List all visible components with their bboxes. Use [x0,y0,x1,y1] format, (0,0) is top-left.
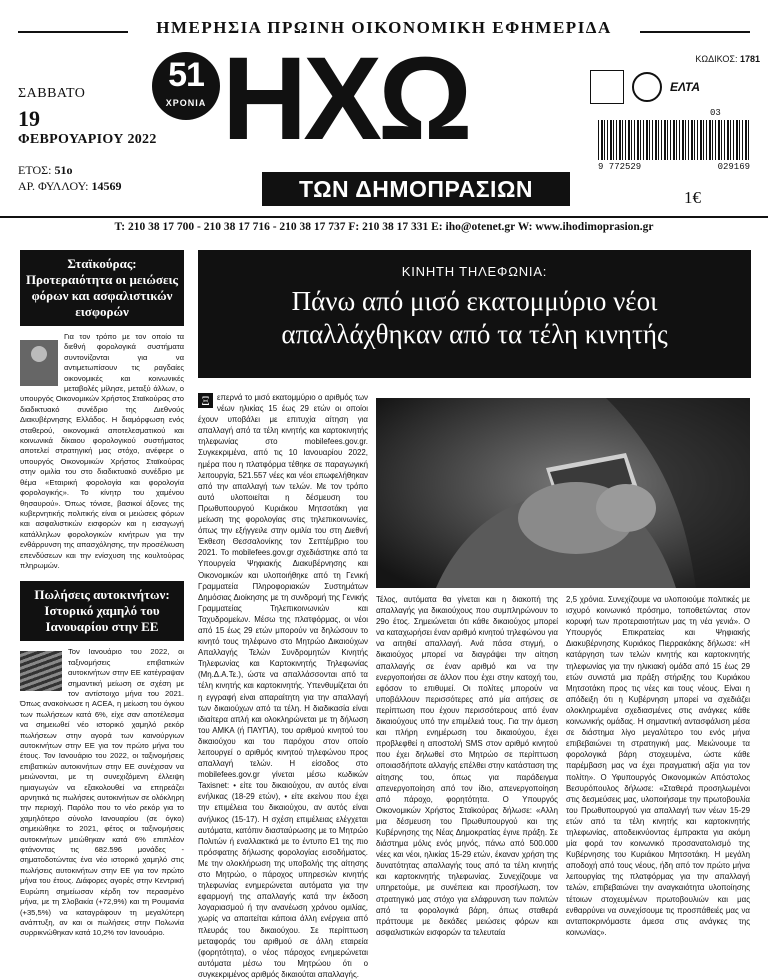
lead-column-2 [376,594,558,938]
cars-photo [20,651,62,691]
contact-line: T: 210 38 17 700 - 210 38 17 716 - 210 38 17 737 F: 210 38 17 331 E: iho@otenet.gr W: www.ihodimoprasion.gr [0,216,768,238]
barcode-left: 9 772529 [598,162,642,172]
date-month-year: ΦΕΒΡΟΥΑΡΙΟΥ 2022 [18,132,157,147]
logo-subtitle: ΤΩΝ ΔΗΜΟΠΡΑΣΙΩΝ [262,172,570,206]
issue-line [18,178,157,194]
sidebar [20,250,184,939]
barcode-issue: 03 [710,108,721,118]
barcode-right: 029169 [717,162,750,172]
phone-hands-illustration [376,398,750,588]
lead-column-3 [566,594,750,938]
lead-col1-text: επερνά το μισό εκατομμύριο ο αριθμός των νέων ηλικίας 15 έως 29 ετών οι οποίοι έχουν υποβάλει με επιτυχία αίτηση για απαλλαγή από τα τέλη κινητής και καρτοκινητής τηλεφωνίας στο mobilefees.gov.gr. Συγκεκριμένα, από τις 10 Ιανουαρίου 2022, ημέρα που η πλατφόρμα τέθηκε σε παραγωγική λειτουργία, 521.557 νέες και νέοι επωφελήθηκαν από την απαλλαγή των τελών. Με τον τρόπο αυτό υλοποιείται η δέσμευση του Πρωθυπουργού Κυριάκου Μητσοτάκη για μείωση της φορολογίας στις τηλεπικοινωνίες, όπως την εξήγγειλε στην ομιλία του στη Διεθνή Έκθεση Θεσσαλονίκης τον Σεπτέμβριο του 2021. Το mobilefees.gov.gr σχεδιάστηκε από τα Υπουργεία Ψηφιακής Διακυβέρνησης και Οικονομικών και υλοποιήθηκε από τη Γενική Γραμματεία Πληροφοριακών Συστημάτων Δημόσιας Διοίκησης με τη συνδρομή της Γενικής Γραμματείας Τηλεπικοινωνιών και Ταχυδρομείων. Μέσω της πλατφόρμας, οι νέοι από 15 έως 29 ετών μπορούν να δηλώσουν το κινητό τους τηλέφωνο στο Μητρώο Δικαιούχων Απαλλαγής Τελών Συνδρομητών Κινητής Τηλεφωνίας και Καρτοκινητής Τηλεφωνίας (Μη.Δ.Α.Τε.), ώστε να απαλλάσσονται από τα τέλη κινητής και καρτοκινητής. Υπενθυμίζεται ότι η εγγραφή είναι απαραίτητη για την απαλλαγή των δικαιούχων από τα τέλη. Η διαδικασία είναι ιδιαίτερα απλή και ολοκληρώνεται με τη δήλωση του ΑΜΚΑ (ή ΠΑΥΠΑ), του αριθμού κινητού του δικαιούχου και του παρόχου στον οποίο λειτουργεί ο αριθμός κινητού τηλεφώνου προς απαλλαγή τελών. Η είσοδος στο mobilefees.gov.gr γίνεται μέσω κωδικών Taxisnet: • είτε του δικαιούχου, αν αυτός είναι ενήλικας (18-29 ετών), • είτε εκείνου που έχει την επιμέλεια του δικαιούχου, αν αυτός είναι ανήλικος (15-17). Η σχέση επιμέλειας ελέγχεται αυτόματα, κατόπιν διασταύρωσης με το Μητρώο Πολιτών ή εναλλακτικά με το έντυπο Ε1 της πιο πρόσφατης δήλωσης φορολογίας εισοδήματος. Με την ολοκλήρωση της υποβολής της αίτησης στο Μητρώο, ο πάροχος υπηρεσιών κινητής τηλεφωνίας ενημερώνεται αυτόματα για την εφαρμογή της απαλλαγής κατά την έκδοση λογαριασμού ή την ανανέωση χρόνου ομιλίας, χωρίς να απαιτείται κάποια άλλη ενέργεια από πλευράς του δικαιούχου. Σε περίπτωση μεταφοράς του αριθμού σε άλλη εταιρεία (φορητότητα), ο νέος πάροχος ενημερώνεται αυτόματα μέσω του Μητρώου ότι ο συγκεκριμένος αριθμός δικαιούται απαλλαγής. [198,393,368,979]
lead-banner [198,250,751,378]
sidebar-story1-body [20,332,184,571]
date-day: 19 [18,106,40,131]
weekday: ΣΑΒΒΑΤΟ [18,86,86,101]
edition-meta [18,162,157,194]
headline-line-1: Πάνω από μισό εκατομμύριο νέοι [291,286,658,316]
lead-headline[interactable] [198,285,751,351]
newspaper-tagline: ΗΜΕΡΗΣΙΑ ΠΡΩΙΝΗ ΟΙΚΟΝΟΜΙΚΗ ΕΦΗΜΕΡΙΔΑ [156,18,612,37]
press-association-logo [590,70,624,104]
barcode-number [598,162,750,172]
masthead [0,33,768,220]
phone-hands-photo [376,398,750,588]
year-line [18,162,157,178]
product-code [590,50,760,64]
minister-photo [20,340,58,386]
sidebar-story1-text: Για τον τρόπο με τον οποίο τα διεθνή φορολογικά συστήματα συντονίζονται για να αντιμετωπίσουν τις ραγδαίες οικονομικές και κοινωνικές μεταβολές μίλησε, μεταξύ άλλων, ο υπουργός Οικονομικών Χρήστος Σταϊκούρας στο διαδικτυακό συνέδριο της Διεθνούς Διακυβέρνησης Ελλάδος. Η διαμόρφωση ενός σταθερού, οικονομικά αποτελεσματικού και κοινωνικά δίκαιου φορολογικού συστήματος αποτελεί στρατηγική μας στόχο, ανέφερε ο υπουργός Οικονομικών Χρήστος Σταϊκούρας στην ομιλία του στο διαδικτυακό συνέδριο με θέμα «Εταιρική φορολογία και φορολογία φορολογικής». Το κίνητρ του χαμένου θησαυρού». Όπως τόνισε, βασικοί άξονες της κυβερνητικής πολιτικής είναι οι μειώσεις φόρων και ασφαλιστικών εισφορών και η εισαγωγή κατάλληλων φορολογικών κινήτρων για την ενθάρρυνση της απασχόλησης, την προσέλκυση επενδύσεων και την ενίσχυση της κουλτούρας πληρωμών. [20,332,184,570]
anniversary-label: ΧΡΟΝΙΑ [165,98,207,108]
lead-col3-text: 2,5 χρόνια. Συνεχίζουμε να υλοποιούμε πολιτικές με ισχυρό κοινωνικό πρόσημο, τοποθετώντας στον κορυφή των προτεραιοτήτων μας τη νέα γενιά». Ο Υπουργός Επικρατείας και Ψηφιακής Διακυβέρνησης Κυριάκος Πιερρακάκης δήλωσε: «Η κατάργηση των τελών κινητής και καρτοκινητής τηλεφωνίας για την ηλικιακή ομάδα από 15 έως 29 ετών συνιστά μια πράξη στήριξης του Κυριάκου Μητσοτάκη προς τις νέες και τους νέους. Είναι η απόδειξη ότι η Κυβέρνηση μπορεί να σχεδιάζει ολοκληρωμένα σχεδιασμένες στις ανάγκες κάθε κοινωνικής ομάδας. Η σημαντική αντασφάλιση μέσα σε διάστημα λίγο μεγαλύτερο του ενός μήνα επιβεβαιώνει τη στρατηγική μας. Μειώνουμε τα φορολογικά βάρη στοχευμένα, ώστε κάθε παρέμβαση μας να έχει πραγματική αξία για τον πολίτη». Ο Υφυπουργός Οικονομικών Απόστολος Βεσυρόπουλος δήλωσε: «Σταθερά προσηλωμένοι στις δεσμεύσεις μας, υλοποιήσαμε την πρωτοβουλία του Πρωθυπουργού για απαλλαγή των νέων 15-29 ετών από τα τέλη κινητής και καρτοκινητής τηλεφωνίας, αποδεικνύοντας έμπρακτα για ακόμη μία φορά τον κοινωνικό προσανατολισμό της Κυβέρνησης του Κυριάκου Μητσοτάκη. Η μεγάλη αποδοχή από τους νέους, ήδη από τον πρώτο μήνα λειτουργίας της πλατφόρμας για την απαλλαγή τελών, επιβεβαιώνει την αναγκαιότητα υλοποίησης τέτοιων στοχευμένων πρωτοβουλιών και μας ενθαρρύνει να συνεχίσουμε τις προσπάθειές μας να ανταποκρινόμαστε άμεσα στις ανάγκες της κοινωνίας». [566,595,750,937]
masthead-right [590,50,760,172]
year-value: 51ο [54,163,73,177]
lead-column-1 [198,392,368,980]
headline-line-2: απαλλάχθηκαν από τα τέλη κινητής [281,319,668,349]
barcode [598,120,750,160]
code-label: ΚΩΔΙΚΟΣ: [695,54,738,64]
anniversary-badge [152,52,220,120]
issue-value: 14569 [91,179,122,193]
date-block [18,86,157,194]
lead-col2-text: Τέλος, αυτόματα θα γίνεται και η διακοπή της απαλλαγής για δικαιούχους που συμπληρώνουν το 29ο έτος. Σημειώνεται ότι κάθε δικαιούχος μπορεί να καταχωρήσει έναν αριθμό κινητού τηλεφώνου για να αιτηθεί απαλλαγή. Ανά πάσα στιγμή, ο δικαιούχος μπορεί να διαγράψει την αίτηση απαλλαγής σε έναν αριθμό και να την ενεργοποιήσει σε άλλον που έχει στην κατοχή του, εφόσον το επιθυμεί. Οι πολίτες μπορούν να υποβάλλουν περισσότερες από μία αιτήσεις σε περίπτωση που έχουν περισσότερους από έναν δικαιούχους υπό την επιμέλειά τους. Για την άμεση και πλήρη ενημέρωση του δικαιούχου, έχει προβλεφθεί η αποστολή SMS στον αριθμό κινητού που έχει δηλωθεί στο Μητρώο σε περίπτωση οποιασδήποτε αλλαγής επέλθει στην κατάσταση της αίτησης του, όπως για παράδειγμα απενεργοποίηση από τον ίδιο, απενεργοποίηση από πάροχο, φορητότητα. Ο Υπουργός Οικονομικών Χρήστος Σταϊκούρας δήλωσε: «Αλλη μια δέσμευση του Πρωθυπουργού και της Κυβέρνησης της Νέας Δημοκρατίας έγινε πράξη. Σε διάστημα μόλις ενός μηνός, πάνω από 500.000 νέες και νέοι, ηλικίας 15-29 ετών, έκαναν χρήση της δυνατότητας απαλλαγής τους από τα τέλη κινητής και καρτοκινητής τηλεφωνίας. Συνεχίζουμε να υπηρετούμε, με συνέπεια και προσήλωση, τον στρατηγικό μας στόχο για ελάφρυνση των πολιτών από τα φορολογικά βάρη, όπως σταθερά πράττουμε με δεκάδες μειώσεις φόρων και ασφαλιστικών εισφορών τα τελευταία [376,595,558,937]
sidebar-story1-title[interactable]: Σταϊκούρας: Προτεραιότητα οι μειώσεις φόρων και ασφαλιστικών εισφορών [20,250,184,326]
distribution-seal-icon [632,72,662,102]
dropcap: Ξ [198,393,213,408]
year-label: ΕΤΟΣ: [18,163,52,177]
code-value: 1781 [739,54,760,64]
elta-logo: ΕΛΤΑ [670,80,701,94]
price: 1€ [684,188,701,207]
lead-kicker: ΚΙΝΗΤΗ ΤΗΛΕΦΩΝΙΑ: [401,264,548,279]
sidebar-story2-text: Τον Ιανουάριο του 2022, οι ταξινομήσεις επιβατικών αυτοκινήτων στην ΕΕ κατέγραψαν σημαντική μείωση σε σχέση με τον αντίστοιχο μήνα του 2021. Όπως ανακοίνωσε η ACEA, η μείωση του όγκου των πωλήσεων κατά 6%, είχε σαν αποτέλεσμα να σημειωθεί νέο ιστορικό χαμηλό ρεκόρ πωλήσεων στην αγορά των καινούργιων αυτοκινήτων στην ΕΕ για τον πρώτο μήνα του έτους. Τον Ιανουάριο του 2022, οι ταξινομήσεις επιβατικών αυτοκινήτων στην ΕΕ συνέχισαν να μειώνονται, με τη συνεχιζόμενη έλλειψη ημιαγωγών να εξακολουθεί να επηρεάζει αρνητικά τις πωλήσεις αυτοκινήτων σε ολόκληρη την περιοχή. Παρόλο που το νέο ρεκόρ για το χαμηλότερο σύνολο Ιανουαρίου (σε όγκο) σημειώθηκε το 2021, φέτος οι ταξινομήσεις αυτοκινήτων μειώθηκαν κατά 6% επιπλέον φτάνοντας τις 682.596 μονάδες - σηματοδοτώντας ένα νέο ιστορικό χαμηλό στις πωλήσεις αυτοκινήτων στην ΕΕ για τον πρώτο μήνα του έτους. Διάφορες αγορές στην Κεντρική Ευρώπη σημείωσαν κέρδη τον περασμένο μήνα, με τη Σλοβακία (+72,9%) και τη Ρουμανία (+35,5%) να καταγράφουν τη μεγαλύτερη ανάπτυξη, αν και οι πωλήσεις στην Πολωνία συρρικνώθηκαν κατά 10,2% τον Ιανουάριο. [20,647,184,938]
partner-logos [590,70,760,104]
newspaper-logo: ΗΧΩ [222,33,469,165]
anniversary-number: 51 [168,56,204,94]
sidebar-story2-body [20,647,184,938]
tagline-rule-right [640,31,750,33]
sidebar-story2-title[interactable]: Πωλήσεις αυτοκινήτων: Ιστορικό χαμηλό του Ιανουαρίου στην ΕΕ [20,581,184,641]
issue-label: ΑΡ. ΦΥΛΛΟΥ: [18,179,89,193]
